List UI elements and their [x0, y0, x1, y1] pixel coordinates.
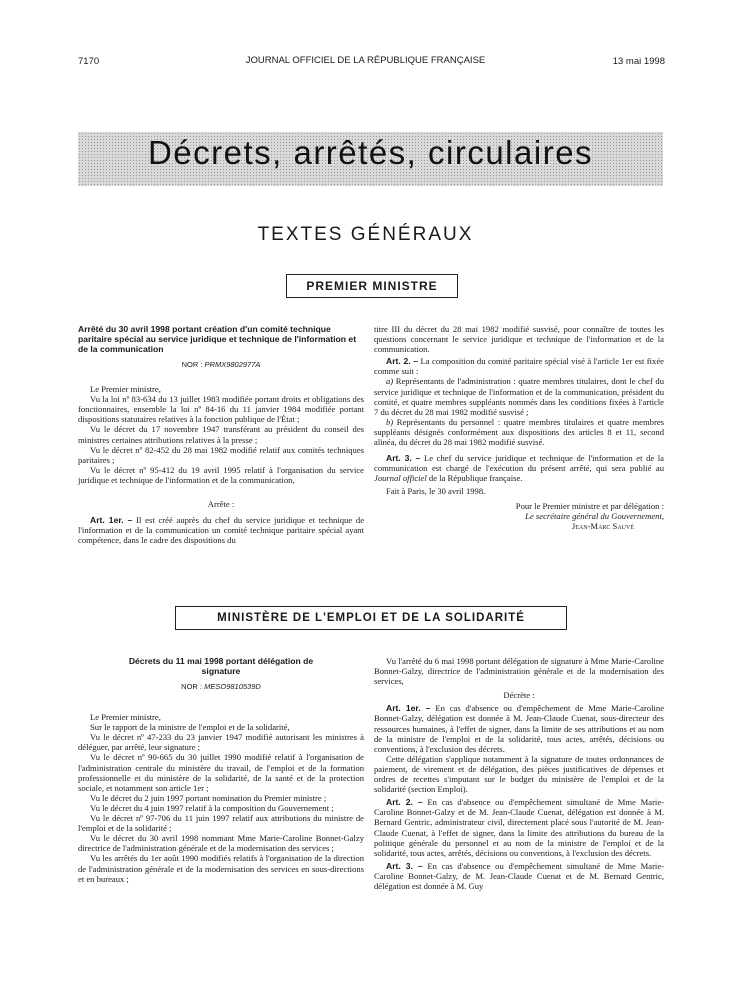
continued-paragraph: titre III du décret du 28 mai 1982 modifié susvisé, pour connaître de toutes les questions concernant le service juridique et technique de l'information et de la communication.	[374, 324, 664, 355]
visa-paragraph: Vu le décret du 30 avril 1998 nommant Mme Marie-Caroline Bonnet-Galzy directrice de l'administration générale et de la modernisation des services ;	[78, 833, 364, 854]
article-3	[374, 861, 664, 891]
decrete-formula: Décrète :	[503, 690, 535, 701]
article-text: En cas d'absence ou d'empêchement simultané de Mme Marie-Caroline Bonnet-Galzy et de M. Jean-Claude Cuenat, délégation est donnée à M. Bernard Gentric, administrateur civil, directement placé sous l'autorité de M. Jean-Claude Cuenat, à l'effet de signer, dans la limite des attributions du bureau de la politique générale du personnel et au nom de la ministre de l'emploi et de la solidarité, tous actes, arrêtés, décisions ou conventions, à l'exclusion des décrets.	[374, 797, 664, 858]
arrete-formula: Arrête :	[207, 499, 235, 510]
article-1-paragraph-2: Cette délégation s'applique notamment à la signature de toutes ordonnances de paiement, de virement et de délégation, des pièces justificatives de dépenses et ordres de recettes s'imputant sur le budget du ministère de l'emploi et de la solidarité (section Emploi).	[374, 753, 664, 795]
item-text: Représentants de l'administration : quatre membres titulaires, dont le chef du service juridique et technique de l'information et de la communication, président du comité, et quatre membres suppléants nommés dans les conditions fixées à l'article 7 du décret du 28 mai 1982 modifié susvisé ;	[374, 376, 664, 417]
article-1	[78, 515, 364, 545]
article-text: Il est créé auprès du chef du service juridique et technique de l'information et de la communication un comité technique paritaire spécial ayant compétence, dans le cadre des dispositions du	[78, 515, 365, 546]
nor-label: NOR :	[181, 682, 203, 691]
article-text: En cas d'absence ou d'empêchement de Mme Marie-Caroline Bonnet-Galzy, délégation est donnée à M. Jean-Claude Cuenat, sous-directeur des ressources humaines, à l'effet de signer, dans la limite de ses attributions et au nom de la ministre de l'emploi et de la solidarité, tous actes, arrêtés, décisions ou conventions, à l'exclusion des décrets.	[374, 703, 665, 754]
article-label: Art. 1er. –	[386, 703, 431, 714]
signature-role: Le secrétaire général du Gouvernement,	[525, 510, 664, 521]
visa-paragraph: Vu le décret du 2 juin 1997 portant nomination du Premier ministre ;	[90, 792, 327, 803]
visa-paragraph: Vu les arrêtés du 1er août 1990 modifiés relatifs à l'organisation de la direction de l'administration générale et de la modernisation des services en sous-directions et en bureaux ;	[78, 853, 364, 884]
journal-reference: Journal officiel	[374, 473, 427, 484]
article-label: Art. 2. –	[386, 356, 419, 367]
visa-paragraph: Vu la loi nº 83-634 du 13 juillet 1983 modifiée portant droits et obligations des fonctionnaires, ensemble la loi nº 84-16 du 11 janvier 1984 modifiée portant dispositions statutaires relatives à la fonction publique de l'État ;	[78, 394, 364, 425]
nor-label: NOR :	[181, 360, 203, 369]
article-1	[374, 703, 664, 753]
issue-date: 13 mai 1998	[612, 56, 665, 67]
ministry-box-emploi: MINISTÈRE DE L'EMPLOI ET DE LA SOLIDARITÉ	[175, 606, 567, 630]
emploi-left-column	[78, 656, 364, 884]
banner-title: Décrets, arrêtés, circulaires	[147, 134, 594, 171]
arrete-title: Arrêté du 30 avril 1998 portant création d'un comité technique paritaire spécial au service juridique et technique de l'information et de la communication	[78, 324, 357, 354]
nor-line	[78, 682, 364, 692]
article-2a	[374, 376, 664, 416]
decrets-title: Décrets du 11 mai 1998 portant délégation de signature	[128, 656, 314, 676]
article-2	[374, 797, 664, 858]
visa-paragraph: Le Premier ministre,	[90, 384, 161, 395]
visa-paragraph: Vu le décret nº 47-233 du 23 janvier 1947 modifié autorisant les ministres à déléguer, par arrêté, leur signature ;	[78, 732, 364, 753]
visa-paragraph: Vu le décret du 4 juin 1997 relatif à la composition du Gouvernement ;	[90, 802, 334, 813]
item-text: Représentants du personnel : quatre membres titulaires et quatre membres suppléants désignés conformément aux dispositions des articles 8 et 11, second alinéa, du décret du 28 mai 1982 modifié susvisé.	[374, 416, 664, 448]
article-label: Art. 1er. –	[90, 515, 133, 526]
article-text: La composition du comité paritaire spécial visé à l'article 1er est fixée comme suit :	[374, 356, 664, 377]
article-text: de la République française.	[428, 473, 523, 484]
visa-paragraph: Vu le décret du 17 novembre 1947 transférant au président du conseil des ministres certaines attributions relatives à la presse ;	[78, 424, 364, 445]
nor-code: MESO9810539D	[204, 682, 261, 691]
article-text: En cas d'absence ou d'empêchement simultané de Mme Marie-Caroline Bonnet-Galzy, de M. Jean-Claude Cuenat et de M. Bernard Gentric, délégation est donnée à M. Guy	[374, 860, 664, 891]
nor-line	[78, 360, 364, 370]
nor-code: PRMX9802977A	[204, 360, 261, 369]
item-label: b)	[386, 416, 394, 427]
page-number: 7170	[78, 56, 100, 67]
article-label: Art. 2. –	[386, 797, 423, 808]
emploi-right-column	[374, 656, 664, 891]
item-label: a)	[386, 376, 394, 387]
article-text: Le chef du service juridique et technique de l'information et de la communication est chargé de l'exécution du présent arrêté, qui sera publié au	[374, 453, 664, 474]
article-label: Art. 3. –	[386, 453, 421, 464]
visa-paragraph: Sur le rapport de la ministre de l'emploi et de la solidarité,	[90, 722, 290, 733]
article-label: Art. 3. –	[386, 860, 423, 871]
premier-right-column	[374, 324, 664, 531]
visa-paragraph: Vu le décret nº 90-665 du 30 juillet 1990 modifié relatif à l'organisation de l'administration centrale du ministère du travail, de l'emploi et de la formation professionnelle et du ministère de la solidarité, de la santé et de la protection sociale, et notamment son article 1er ;	[78, 752, 364, 793]
article-2	[374, 356, 664, 376]
banner	[78, 132, 663, 186]
visa-paragraph: Vu l'arrêté du 6 mai 1998 portant délégation de signature à Mme Marie-Caroline Bonnet-Galzy, directrice de l'administration générale et de la modernisation des services,	[374, 656, 664, 687]
premier-left-column	[78, 324, 364, 545]
section-title: TEXTES GÉNÉRAUX	[257, 224, 474, 245]
article-3	[374, 453, 664, 483]
signature-place-date: Fait à Paris, le 30 avril 1998.	[386, 486, 486, 497]
signatory-name: Jean-Marc Sauvé	[571, 520, 634, 531]
visa-paragraph: Vu le décret nº 97-706 du 11 juin 1997 relatif aux attributions du ministre de l'emploi et de la solidarité ;	[78, 813, 364, 834]
visa-paragraph: Vu le décret nº 82-452 du 28 mai 1982 modifié relatif aux comités techniques paritaires ;	[78, 444, 364, 465]
ministry-box-premier: PREMIER MINISTRE	[286, 274, 458, 298]
journal-title: JOURNAL OFFICIEL DE LA RÉPUBLIQUE FRANÇAISE	[245, 55, 486, 66]
signature-delegation: Pour le Premier ministre et par délégation :	[515, 500, 664, 511]
visa-paragraph: Le Premier ministre,	[90, 712, 161, 723]
visa-paragraph: Vu le décret nº 95-412 du 19 avril 1995 relatif à l'organisation du service juridique et technique de l'information et de la communication,	[78, 464, 364, 485]
article-2b	[374, 417, 664, 447]
